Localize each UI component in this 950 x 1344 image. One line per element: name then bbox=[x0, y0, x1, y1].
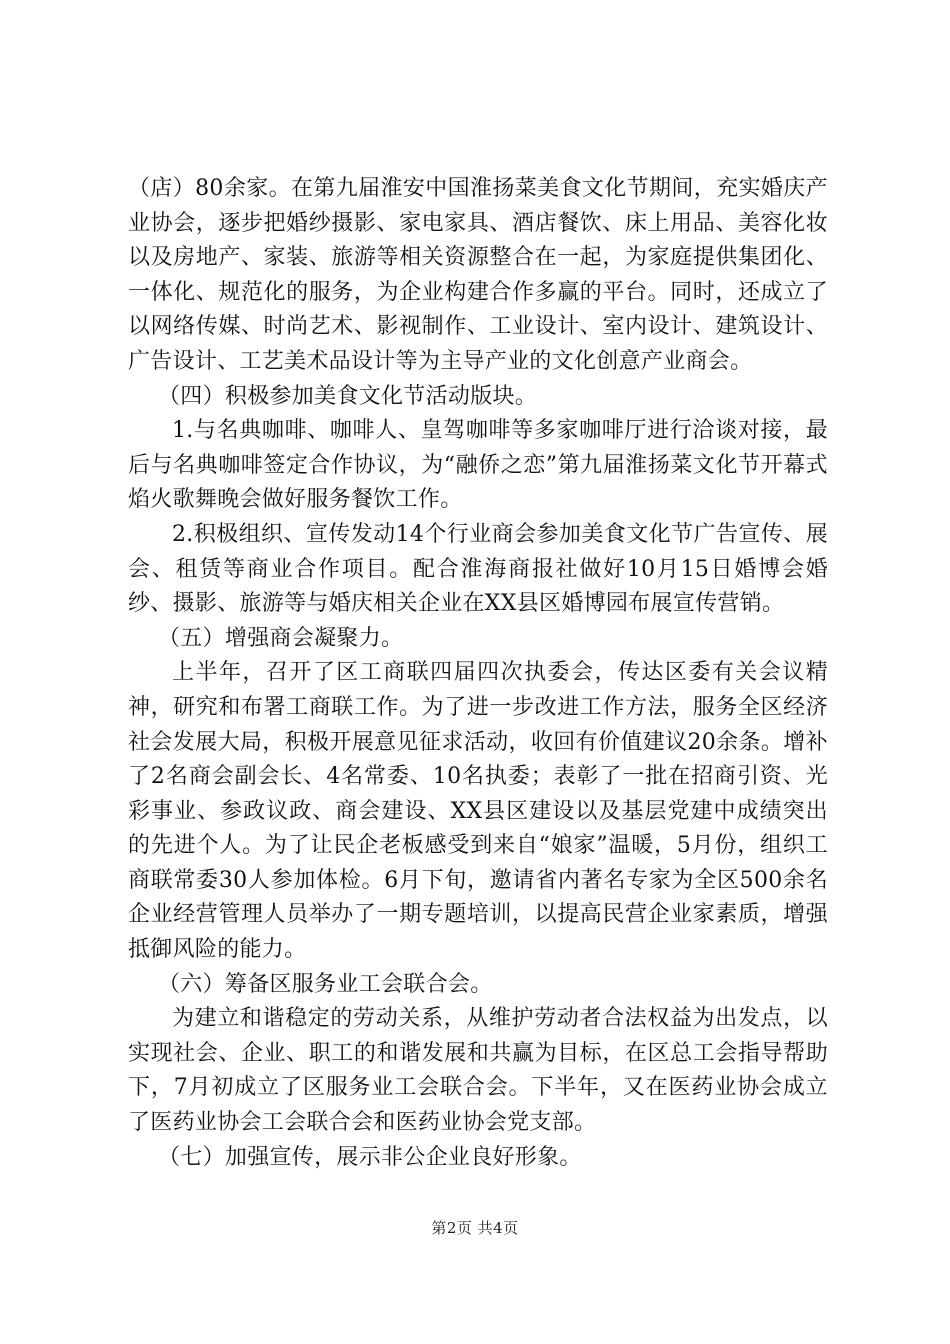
section-heading-4: （四）积极参加美食文化节活动版块。 bbox=[158, 383, 538, 409]
paragraph-item-2: 2.积极组织、宣传发动14个行业商会参加美食文化节广告宣传、展会、租赁等商业合作项目。配合淮海商报社做好10月15日婚博会婚纱、摄影、旅游等与婚庆相关企业在XX县区婚博园布展宣传营销。 bbox=[128, 521, 828, 617]
paragraph-item-1: 1.与名典咖啡、咖啡人、皇驾咖啡等多家咖啡厅进行洽谈对接，最后与名典咖啡签定合作协议，为“融侨之恋”第九届淮扬菜文化节开幕式焰火歌舞晚会做好服务餐饮工作。 bbox=[128, 418, 828, 513]
section-heading-6: （六）筹备区服务业工会联合会。 bbox=[158, 971, 493, 997]
section-heading-5: （五）增强商会凝聚力。 bbox=[158, 625, 404, 651]
paragraph-section-5: 上半年，召开了区工商联四届四次执委会，传达区委有关会议精神，研究和布署工商联工作。为了进一步改进工作方法，服务全区经济社会发展大局，积极开展意见征求活动，收回有价值建议20余条。增补了2名商会副会长、4名常委、10名执委；表彰了一批在招商引资、光彩事业、参政议政、商会建设、XX县区建设以及基层党建中成绩突出的先进个人。为了让民企老板感受到来自“娘家”温暖，5月份，组织工商联常委30人参加体检。6月下旬，邀请省内著名专家为全区500余名企业经营管理人员举办了一期专题培训，以提高民营企业家素质，增强抵御风险的能力。 bbox=[128, 660, 828, 963]
paragraph-section-6: 为建立和谐稳定的劳动关系，从维护劳动者合法权益为出发点，以实现社会、企业、职工的和谐发展和共赢为目标，在区总工会指导帮助下，7月初成立了区服务业工会联合会。下半年，又在医药业协会成立了医药业协会工会联合会和医药业协会党支部。 bbox=[128, 1006, 828, 1136]
paragraph-continuation: （店）80余家。在第九届淮安中国淮扬菜美食文化节期间，充实婚庆产业协会，逐步把婚纱摄影、家电家具、酒店餐饮、床上用品、美容化妆以及房地产、家装、旅游等相关资源整合在一起，为家庭提供集团化、一体化、规范化的服务，为企业构建合作多赢的平台。同时，还成立了以网络传媒、时尚艺术、影视制作、工业设计、室内设计、建筑设计、广告设计、工艺美术品设计等为主导产业的文化创意产业商会。 bbox=[128, 176, 828, 374]
document-body bbox=[128, 172, 828, 1175]
page-number-footer: 第2页 共4页 bbox=[431, 1219, 519, 1237]
section-heading-7: （七）加强宣传，展示非公企业良好形象。 bbox=[158, 1144, 582, 1170]
